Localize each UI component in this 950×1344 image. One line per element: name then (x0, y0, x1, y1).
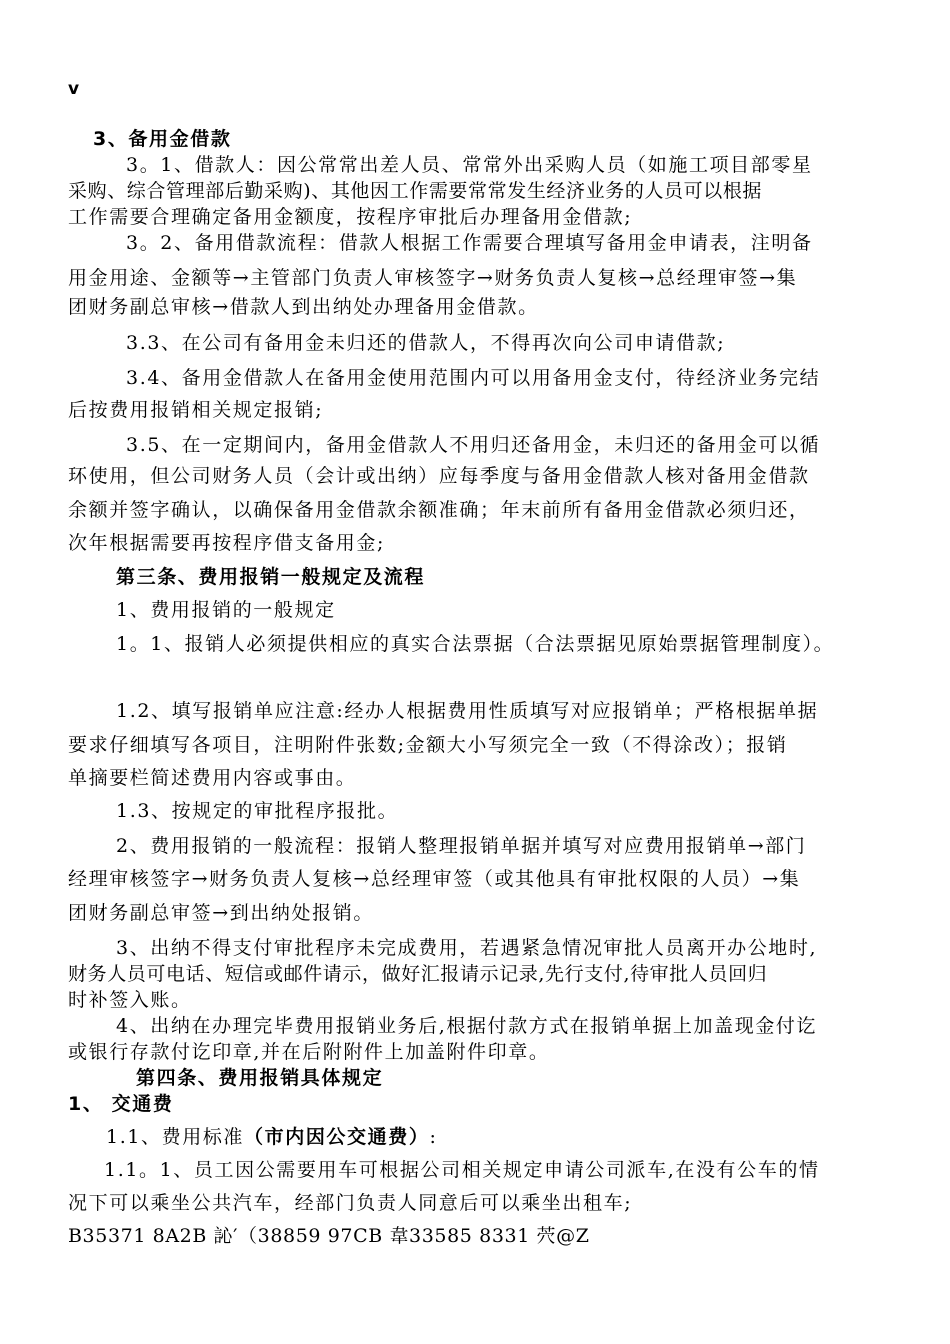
garbled-footer-line: B35371 8A2B 訫′（38859 97CB 韋33585 8331 茓@Z (68, 1225, 590, 1247)
text-line: 时补签入账。 (68, 989, 192, 1011)
text-line: 1。1、报销人必须提供相应的真实合法票据（合法票据见原始票据管理制度）。 (116, 633, 835, 655)
text-line: 3.4、备用金借款人在备用金使用范围内可以用备用金支付，待经济业务完结 (126, 367, 821, 389)
text-line: 环使用，但公司财务人员（会计或出纳）应每季度与备用金借款人核对备用金借款 (68, 465, 810, 487)
text-line: 单摘要栏简述费用内容或事由。 (68, 767, 357, 789)
article-three-heading: 第三条、费用报销一般规定及流程 (116, 566, 426, 588)
text-line: 3.3、在公司有备用金未归还的借款人，不得再次向公司申请借款; (126, 332, 726, 354)
text-line: 采购、综合管理部后勤采购)、其他因工作需要常常发生经济业务的人员可以根据 (68, 180, 763, 202)
text-line: 3.5、在一定期间内，备用金借款人不用归还备用金，未归还的备用金可以循 (126, 434, 821, 456)
article-four-heading: 第四条、费用报销具体规定 (136, 1067, 384, 1089)
colon: : (429, 1126, 438, 1148)
section-heading-petty-cash: 3、备用金借款 (93, 128, 232, 150)
text-line: 3。1、借款人：因公常常出差人员、常常外出采购人员（如施工项目部零星 (126, 154, 813, 176)
text-line: 况下可以乘坐公共汽车，经部门负责人同意后可以乘坐出租车; (68, 1192, 633, 1214)
text-line: 余额并签字确认，以确保备用金借款余额准确；年末前所有备用金借款必须归还， (68, 499, 810, 521)
text-line: 1.3、按规定的审批程序报批。 (116, 800, 399, 822)
text-line: 用金用途、金额等→主管部门负责人审核签字→财务负责人复核→总经理审签→集 (68, 267, 798, 289)
text-line (106, 1124, 437, 1150)
text-line: 后按费用报销相关规定报销; (68, 399, 324, 421)
text-line: 3、出纳不得支付审批程序未完成费用，若遇紧急情况审批人员离开办公地时, (116, 937, 818, 959)
fee-standard-scope: （市内因公交通费） (244, 1126, 430, 1148)
text-line: 4、出纳在办理完毕费用报销业务后,根据付款方式在报销单据上加盖现金付讫 (116, 1015, 818, 1037)
text-line: 2、费用报销的一般流程：报销人整理报销单据并填写对应费用报销单→部门 (116, 835, 807, 857)
text-line: 3。2、备用借款流程：借款人根据工作需要合理填写备用金申请表，注明备 (126, 232, 813, 254)
text-line: 要求仔细填写各项目，注明附件张数;金额大小写须完全一致（不得涂改）；报销 (68, 734, 788, 756)
transport-heading: 1、 交通费 (68, 1093, 174, 1115)
text-line: 1、费用报销的一般规定 (116, 599, 336, 621)
text-line: 1.1。1、员工因公需要用车可根据公司相关规定申请公司派车,在没有公车的情 (104, 1159, 820, 1181)
top-mark: v (68, 79, 81, 99)
text-line: 次年根据需要再按程序借支备用金; (68, 532, 386, 554)
text-line: 1.2、填写报销单应注意:经办人根据费用性质填写对应报销单；严格根据单据 (116, 700, 819, 722)
text-line: 团财务副总审核→借款人到出纳处办理备用金借款。 (68, 296, 539, 318)
text-line: 经理审核签字→财务负责人复核→总经理审签（或其他具有审批权限的人员）→集 (68, 868, 801, 890)
text-line: 团财务副总审签→到出纳处报销。 (68, 902, 374, 924)
text-line: 或银行存款付讫印章,并在后附附件上加盖附件印章。 (68, 1041, 550, 1063)
fee-standard-label: 1.1、费用标准 (106, 1126, 245, 1148)
text-line: 财务人员可电话、短信或邮件请示，做好汇报请示记录,先行支付,待审批人员回归 (68, 963, 768, 985)
text-line: 工作需要合理确定备用金额度，按程序审批后办理备用金借款; (68, 206, 633, 228)
